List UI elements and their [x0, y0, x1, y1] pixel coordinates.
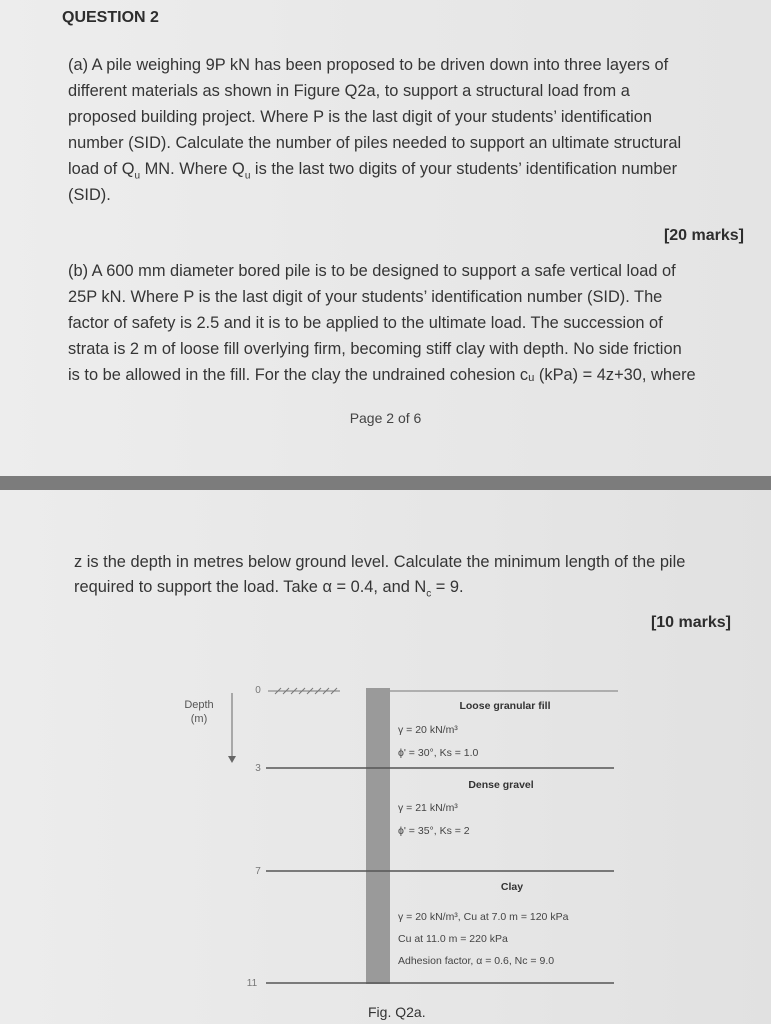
- part-a-line-6: (SID).: [68, 186, 111, 204]
- part-b-marks: [10 marks]: [650, 614, 731, 631]
- part-b-line-2: 25P kN. Where P is the last digit of your students’ identification number (SID). The: [68, 288, 663, 306]
- part-b-cont-line-1: z is the depth in metres below ground level. Calculate the minimum length of the pile: [74, 553, 686, 571]
- layer-3-prop-3: Adhesion factor, α = 0.6, Nc = 9.0: [398, 955, 555, 967]
- layer-2-prop-2: ϕ' = 35°, Ks = 2: [398, 825, 470, 837]
- part-a-line-5: load of $Q_u$ MN. Where $Q_u$ is the last two digits of your students’ identification number: [68, 160, 678, 182]
- depth-tick-3: 3: [255, 763, 261, 774]
- layer-3-name: Clay: [500, 881, 524, 893]
- page-number: Page 2 of 6: [349, 410, 422, 426]
- part-a-line-3: proposed building project. Where P is the last digit of your students’ identification: [68, 108, 653, 126]
- depth-tick-11: 11: [246, 978, 258, 989]
- depth-arrow-head: [228, 756, 236, 763]
- part-b-line-5: is to be allowed in the fill. For the clay the undrained cohesion cᵤ (kPa) = 4z+30, where: [68, 366, 696, 384]
- pile-shaft: [366, 688, 390, 984]
- part-a-line-1: (a) A pile weighing 9P kN has been proposed to be driven down into three layers of: [68, 56, 669, 74]
- depth-tick-7: 7: [255, 866, 261, 877]
- question-heading: QUESTION 2: [62, 9, 159, 26]
- part-b-line-1: (b) A 600 mm diameter bored pile is to be designed to support a safe vertical load of: [68, 262, 676, 280]
- part-b-line-4: strata is 2 m of loose fill overlying firm, becoming stiff clay with depth. No side friction: [68, 340, 682, 358]
- layer-1-name: Loose granular fill: [459, 700, 551, 712]
- layer-2-name: Dense gravel: [468, 779, 534, 791]
- part-a-line-4: number (SID). Calculate the number of piles needed to support an ultimate structural: [68, 134, 682, 152]
- layer-2-prop-1: γ = 21 kN/m³: [398, 802, 458, 814]
- layer-3-prop-1: γ = 20 kN/m³, Cu at 7.0 m = 120 kPa: [398, 911, 569, 923]
- ground-hatch: [268, 688, 618, 694]
- layer-1-prop-1: γ = 20 kN/m³: [398, 724, 458, 736]
- part-a-marks: [20 marks]: [663, 227, 744, 244]
- part-b-cont-line-2: required to support the load. Take α = 0.4, and $N_c = 9$.: [74, 578, 464, 600]
- figure-caption: Fig. Q2a.: [368, 1004, 426, 1020]
- layer-3-prop-2: Cu at 11.0 m = 220 kPa: [398, 933, 508, 945]
- layer-1-prop-2: ϕ' = 30°, Ks = 1.0: [398, 747, 479, 759]
- part-a-line-2: different materials as shown in Figure Q2a, to support a structural load from a: [68, 82, 630, 100]
- depth-label: Depth: [184, 699, 214, 711]
- depth-tick-0: 0: [255, 685, 261, 696]
- part-b-line-3: factor of safety is 2.5 and it is to be applied to the ultimate load. The succession of: [68, 314, 663, 332]
- depth-unit: (m): [190, 713, 208, 725]
